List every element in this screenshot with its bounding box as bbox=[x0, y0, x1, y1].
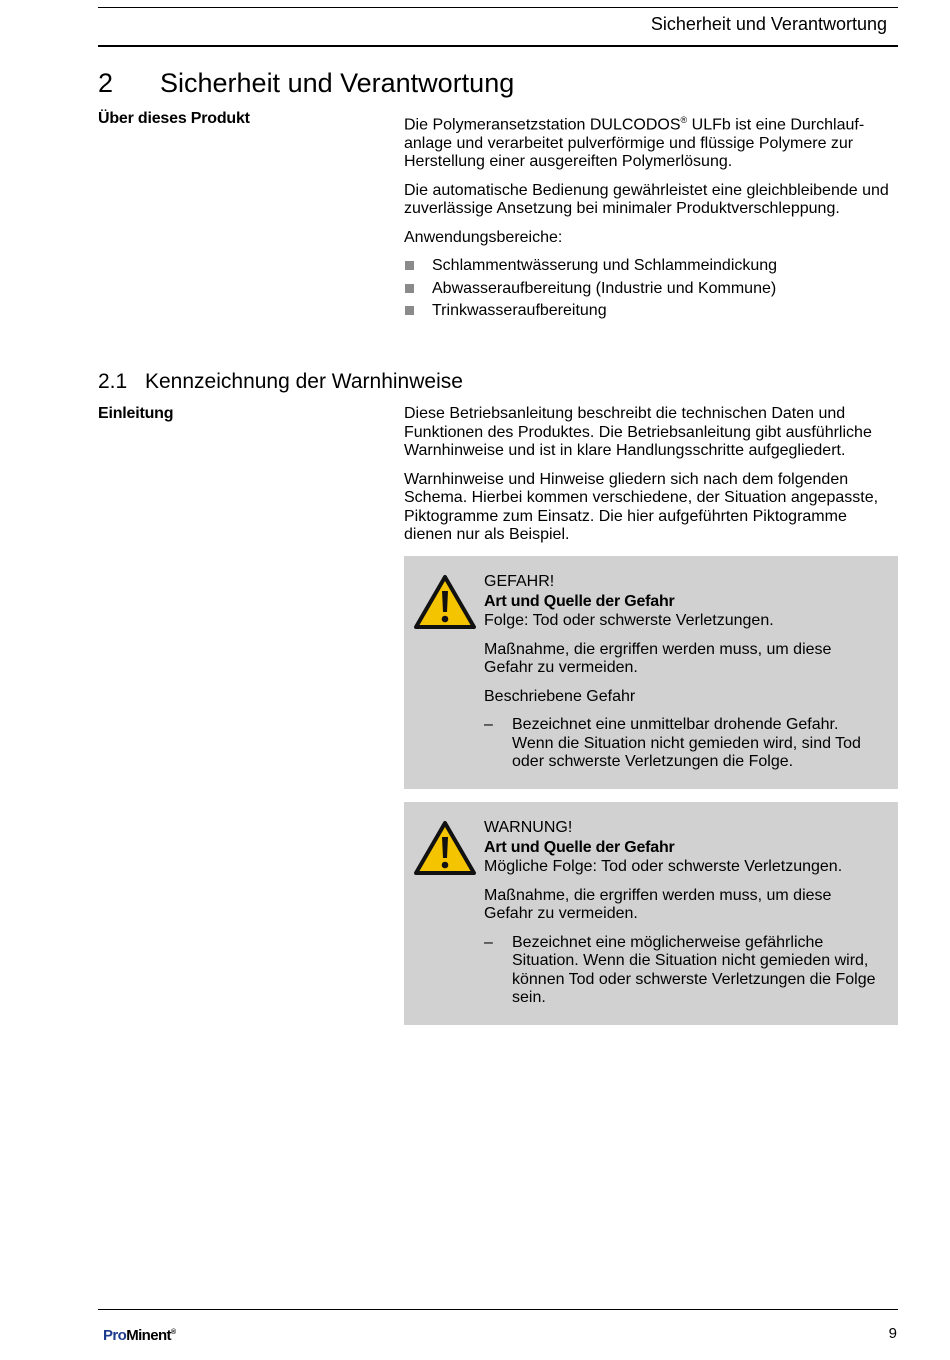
about-paragraph-1-end: ULFb ist eine Durchlauf-anlage und verarbeitet pulverförmige und flüssige Polymere zur Herstellung einer ausgereiften Polymerlösung. bbox=[404, 116, 865, 171]
danger-measure: Maßnahme, die ergriffen werden muss, um diese Gefahr zu vermeiden. bbox=[484, 640, 832, 676]
warning-consequence: Mögliche Folge: Tod oder schwerste Verletzungen. bbox=[484, 858, 843, 875]
applications-list bbox=[404, 257, 898, 321]
warning-source: Art und Quelle der Gefahr bbox=[484, 839, 675, 856]
chapter-title: Sicherheit und Verantwortung bbox=[160, 68, 515, 98]
danger-described-label: Beschriebene Gefahr bbox=[484, 687, 636, 705]
side-label-intro: Einleitung bbox=[98, 405, 174, 422]
danger-notice-box bbox=[404, 556, 898, 789]
section-heading bbox=[98, 370, 463, 394]
side-label-about: Über dieses Produkt bbox=[98, 110, 250, 127]
prominent-logo bbox=[103, 1327, 176, 1344]
bullet-square-icon bbox=[405, 261, 414, 270]
page-number: 9 bbox=[888, 1325, 897, 1342]
dash-marker: – bbox=[484, 933, 493, 951]
intro-paragraph-2: Warnhinweise und Hinweise gliedern sich nach dem folgenden Schema. Hierbei kommen verschiedene, der Situation angepasste, Piktogramme zum Einsatz. Die hier aufgeführten Piktogramme dienen nur als Beispiel. bbox=[404, 470, 879, 543]
warning-notice-box bbox=[404, 802, 898, 1025]
intro-body bbox=[404, 405, 898, 555]
warning-triangle-icon bbox=[413, 820, 477, 876]
logo-registered-mark: ® bbox=[170, 1329, 176, 1336]
danger-description bbox=[484, 716, 880, 772]
warning-description bbox=[484, 934, 880, 1008]
list-item bbox=[404, 257, 898, 276]
danger-source: Art und Quelle der Gefahr bbox=[484, 593, 675, 610]
list-item-text: Trinkwasseraufbereitung bbox=[432, 302, 607, 320]
list-item-text: Schlammentwässerung und Schlammeindickung bbox=[432, 257, 778, 275]
about-paragraph-1 bbox=[404, 111, 898, 172]
bullet-square-icon bbox=[405, 284, 414, 293]
applications-label: Anwendungsbereiche: bbox=[404, 228, 563, 246]
list-item bbox=[404, 280, 898, 299]
danger-signal-word: GEFAHR! bbox=[484, 573, 555, 590]
list-item bbox=[404, 302, 898, 321]
warning-notice-text bbox=[484, 818, 880, 1008]
chapter-number: 2 bbox=[98, 68, 114, 98]
list-item-text: Abwasseraufbereitung (Industrie und Kommune) bbox=[432, 279, 777, 297]
logo-part-2: Minent bbox=[126, 1327, 171, 1344]
warning-measure: Maßnahme, die ergriffen werden muss, um diese Gefahr zu vermeiden. bbox=[484, 886, 832, 922]
intro-paragraph-1: Diese Betriebsanleitung beschreibt die technischen Daten und Funktionen des Produktes. Die Betriebsanleitung gibt ausführliche Warnhinweise und ist in klare Handlungsschritte aufgegliedert. bbox=[404, 405, 872, 459]
about-body bbox=[404, 111, 898, 325]
bullet-square-icon bbox=[405, 306, 414, 315]
about-paragraph-1-start: Die Polymeransetzstation DULCODOS bbox=[404, 116, 681, 134]
warning-signal-word: WARNUNG! bbox=[484, 819, 573, 836]
warning-triangle-icon bbox=[413, 574, 477, 630]
chapter-heading bbox=[98, 68, 514, 99]
danger-notice-text bbox=[484, 572, 880, 772]
footer-rule bbox=[98, 1309, 898, 1310]
header-top-rule bbox=[98, 7, 898, 8]
logo-part-1: Pro bbox=[103, 1327, 127, 1344]
danger-consequence: Folge: Tod oder schwerste Verletzungen. bbox=[484, 612, 774, 629]
registered-mark: ® bbox=[680, 115, 688, 125]
danger-description-text: Bezeichnet eine unmittelbar drohende Gefahr. Wenn die Situation nicht gemieden wird, sind Tod oder schwerste Verletzungen die Folge. bbox=[512, 716, 861, 770]
about-paragraph-2: Die automatische Bedienung gewährleistet eine gleichbleibende und zuverlässige Ansetzung bei minimaler Produktverschleppung. bbox=[404, 181, 889, 218]
section-number: 2.1 bbox=[98, 370, 128, 393]
section-title: Kennzeichnung der Warnhinweise bbox=[145, 370, 463, 393]
warning-description-text: Bezeichnet eine möglicherweise gefährliche Situation. Wenn die Situation nicht gemieden wird, können Tod oder schwerste Verletzungen die Folge sein. bbox=[512, 933, 876, 1006]
dash-marker: – bbox=[484, 716, 493, 733]
running-header-title: Sicherheit und Verantwortung bbox=[650, 14, 887, 34]
header-bottom-rule bbox=[98, 45, 898, 47]
